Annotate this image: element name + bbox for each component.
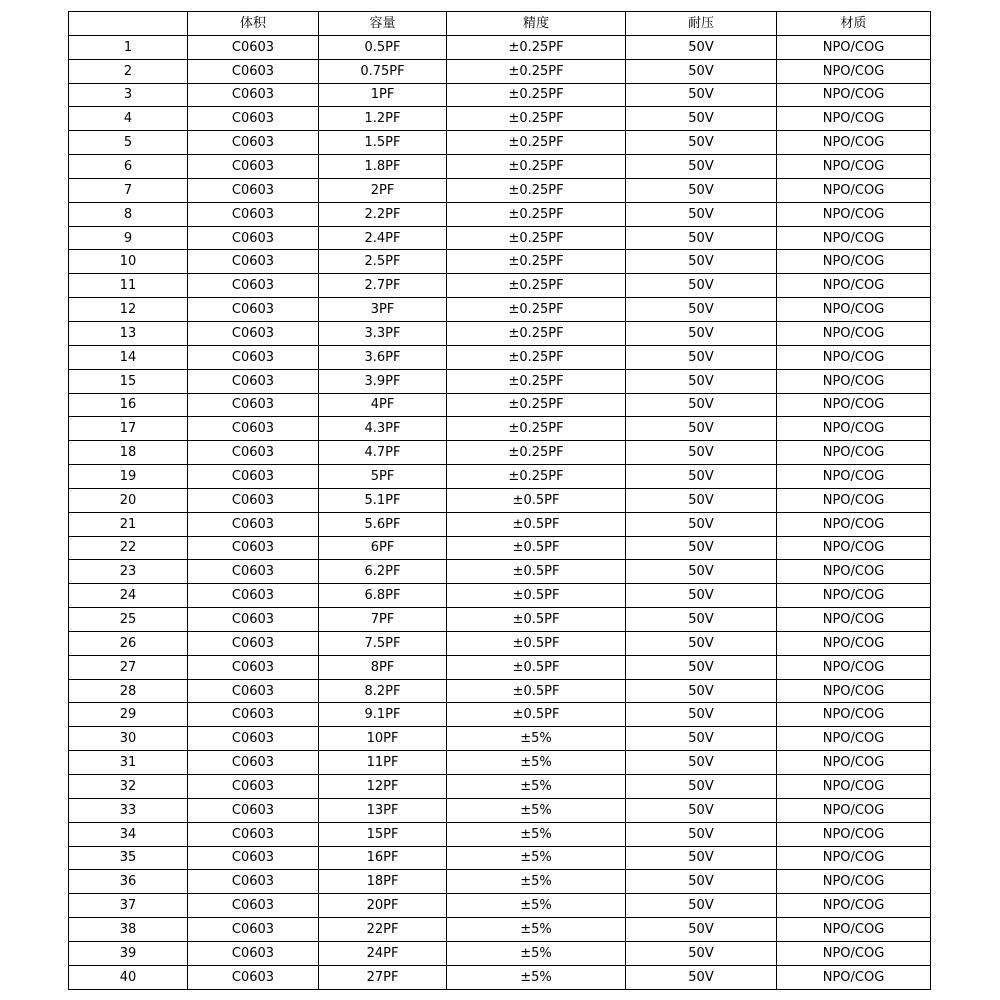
cell-dielectric: NPO/COG [777,536,931,560]
cell-capacitance: 18PF [319,870,447,894]
cell-index: 12 [69,298,188,322]
cell-package-size: C0603 [188,274,319,298]
table-row [69,751,931,775]
cell-dielectric: NPO/COG [777,488,931,512]
table-row [69,846,931,870]
cell-package-size: C0603 [188,298,319,322]
cell-dielectric: NPO/COG [777,202,931,226]
cell-dielectric: NPO/COG [777,83,931,107]
table-row [69,59,931,83]
table-row [69,441,931,465]
cell-tolerance: ±0.5PF [447,536,626,560]
cell-package-size: C0603 [188,727,319,751]
cell-capacitance: 1.5PF [319,131,447,155]
cell-capacitance: 3.9PF [319,369,447,393]
cell-package-size: C0603 [188,655,319,679]
cell-index: 13 [69,321,188,345]
cell-rated-voltage: 50V [626,727,777,751]
cell-index: 24 [69,584,188,608]
table-row [69,465,931,489]
cell-tolerance: ±0.5PF [447,560,626,584]
cell-capacitance: 3.6PF [319,345,447,369]
cell-tolerance: ±0.25PF [447,369,626,393]
table-row [69,298,931,322]
cell-tolerance: ±0.25PF [447,35,626,59]
cell-tolerance: ±0.5PF [447,655,626,679]
cell-capacitance: 4.7PF [319,441,447,465]
cell-dielectric: NPO/COG [777,751,931,775]
table-row [69,560,931,584]
table-row [69,941,931,965]
cell-capacitance: 16PF [319,846,447,870]
cell-tolerance: ±0.5PF [447,679,626,703]
cell-dielectric: NPO/COG [777,417,931,441]
cell-dielectric: NPO/COG [777,298,931,322]
cell-index: 26 [69,631,188,655]
cell-capacitance: 15PF [319,822,447,846]
cell-package-size: C0603 [188,488,319,512]
table-body [69,35,931,989]
cell-tolerance: ±5% [447,727,626,751]
cell-dielectric: NPO/COG [777,369,931,393]
cell-tolerance: ±0.25PF [447,155,626,179]
cell-dielectric: NPO/COG [777,584,931,608]
cell-index: 8 [69,202,188,226]
cell-index: 37 [69,894,188,918]
cell-rated-voltage: 50V [626,608,777,632]
column-header-rated-voltage: 耐压 [626,12,777,36]
cell-dielectric: NPO/COG [777,441,931,465]
cell-index: 9 [69,226,188,250]
cell-dielectric: NPO/COG [777,465,931,489]
cell-tolerance: ±5% [447,822,626,846]
cell-tolerance: ±0.5PF [447,488,626,512]
cell-capacitance: 9.1PF [319,703,447,727]
cell-dielectric: NPO/COG [777,393,931,417]
header-row [69,12,931,36]
cell-capacitance: 22PF [319,918,447,942]
cell-capacitance: 1.2PF [319,107,447,131]
cell-package-size: C0603 [188,465,319,489]
cell-dielectric: NPO/COG [777,321,931,345]
cell-index: 5 [69,131,188,155]
cell-capacitance: 5PF [319,465,447,489]
cell-package-size: C0603 [188,751,319,775]
cell-package-size: C0603 [188,512,319,536]
cell-rated-voltage: 50V [626,870,777,894]
cell-package-size: C0603 [188,107,319,131]
cell-index: 20 [69,488,188,512]
cell-tolerance: ±5% [447,798,626,822]
cell-rated-voltage: 50V [626,560,777,584]
cell-dielectric: NPO/COG [777,679,931,703]
cell-rated-voltage: 50V [626,822,777,846]
cell-index: 16 [69,393,188,417]
cell-rated-voltage: 50V [626,131,777,155]
cell-index: 30 [69,727,188,751]
cell-dielectric: NPO/COG [777,608,931,632]
cell-tolerance: ±0.5PF [447,608,626,632]
cell-rated-voltage: 50V [626,631,777,655]
cell-package-size: C0603 [188,369,319,393]
cell-index: 15 [69,369,188,393]
cell-index: 21 [69,512,188,536]
table-row [69,155,931,179]
cell-rated-voltage: 50V [626,321,777,345]
cell-capacitance: 4.3PF [319,417,447,441]
cell-package-size: C0603 [188,441,319,465]
cell-package-size: C0603 [188,83,319,107]
cell-package-size: C0603 [188,941,319,965]
table-row [69,703,931,727]
cell-package-size: C0603 [188,155,319,179]
cell-rated-voltage: 50V [626,655,777,679]
table-row [69,679,931,703]
cell-tolerance: ±0.25PF [447,202,626,226]
table-row [69,822,931,846]
table-row [69,512,931,536]
cell-capacitance: 1PF [319,83,447,107]
cell-package-size: C0603 [188,560,319,584]
cell-index: 18 [69,441,188,465]
table-row [69,250,931,274]
cell-capacitance: 7PF [319,608,447,632]
cell-package-size: C0603 [188,608,319,632]
cell-rated-voltage: 50V [626,178,777,202]
cell-capacitance: 10PF [319,727,447,751]
table-row [69,488,931,512]
cell-index: 6 [69,155,188,179]
cell-tolerance: ±0.5PF [447,512,626,536]
cell-capacitance: 3PF [319,298,447,322]
cell-package-size: C0603 [188,631,319,655]
cell-rated-voltage: 50V [626,441,777,465]
cell-dielectric: NPO/COG [777,345,931,369]
cell-rated-voltage: 50V [626,775,777,799]
cell-rated-voltage: 50V [626,274,777,298]
cell-package-size: C0603 [188,798,319,822]
table-row [69,131,931,155]
cell-capacitance: 20PF [319,894,447,918]
cell-tolerance: ±0.25PF [447,465,626,489]
cell-tolerance: ±5% [447,894,626,918]
cell-capacitance: 11PF [319,751,447,775]
table-row [69,870,931,894]
cell-dielectric: NPO/COG [777,918,931,942]
table-row [69,107,931,131]
table-row [69,536,931,560]
cell-tolerance: ±0.25PF [447,83,626,107]
cell-capacitance: 2.4PF [319,226,447,250]
cell-index: 19 [69,465,188,489]
cell-package-size: C0603 [188,202,319,226]
cell-capacitance: 2.7PF [319,274,447,298]
cell-index: 34 [69,822,188,846]
table-row [69,798,931,822]
cell-rated-voltage: 50V [626,679,777,703]
cell-capacitance: 6.2PF [319,560,447,584]
table-header [69,12,931,36]
cell-index: 35 [69,846,188,870]
cell-rated-voltage: 50V [626,393,777,417]
cell-index: 33 [69,798,188,822]
cell-rated-voltage: 50V [626,298,777,322]
cell-capacitance: 8PF [319,655,447,679]
cell-dielectric: NPO/COG [777,846,931,870]
cell-index: 38 [69,918,188,942]
cell-rated-voltage: 50V [626,798,777,822]
cell-index: 7 [69,178,188,202]
capacitor-spec-table [68,11,931,990]
cell-tolerance: ±0.25PF [447,59,626,83]
cell-rated-voltage: 50V [626,35,777,59]
cell-tolerance: ±0.5PF [447,631,626,655]
cell-index: 17 [69,417,188,441]
table-row [69,727,931,751]
cell-dielectric: NPO/COG [777,226,931,250]
cell-dielectric: NPO/COG [777,250,931,274]
cell-dielectric: NPO/COG [777,727,931,751]
cell-capacitance: 4PF [319,393,447,417]
cell-dielectric: NPO/COG [777,131,931,155]
cell-rated-voltage: 50V [626,155,777,179]
cell-rated-voltage: 50V [626,894,777,918]
cell-capacitance: 12PF [319,775,447,799]
table-row [69,345,931,369]
cell-capacitance: 2PF [319,178,447,202]
cell-tolerance: ±5% [447,965,626,989]
cell-dielectric: NPO/COG [777,703,931,727]
cell-index: 2 [69,59,188,83]
cell-rated-voltage: 50V [626,488,777,512]
cell-tolerance: ±5% [447,941,626,965]
cell-capacitance: 2.5PF [319,250,447,274]
cell-dielectric: NPO/COG [777,512,931,536]
cell-index: 36 [69,870,188,894]
cell-package-size: C0603 [188,679,319,703]
table-row [69,393,931,417]
cell-rated-voltage: 50V [626,83,777,107]
cell-package-size: C0603 [188,250,319,274]
cell-capacitance: 6PF [319,536,447,560]
column-header-capacitance: 容量 [319,12,447,36]
cell-capacitance: 2.2PF [319,202,447,226]
cell-rated-voltage: 50V [626,918,777,942]
cell-capacitance: 27PF [319,965,447,989]
column-header-index [69,12,188,36]
cell-dielectric: NPO/COG [777,59,931,83]
table-row [69,226,931,250]
cell-package-size: C0603 [188,822,319,846]
cell-rated-voltage: 50V [626,965,777,989]
column-header-package-size: 体积 [188,12,319,36]
cell-index: 39 [69,941,188,965]
cell-index: 14 [69,345,188,369]
cell-tolerance: ±0.25PF [447,417,626,441]
table-row [69,631,931,655]
table-row [69,608,931,632]
table-row [69,274,931,298]
table-row [69,417,931,441]
cell-package-size: C0603 [188,393,319,417]
table-row [69,894,931,918]
cell-dielectric: NPO/COG [777,941,931,965]
cell-package-size: C0603 [188,226,319,250]
cell-tolerance: ±0.25PF [447,321,626,345]
cell-index: 29 [69,703,188,727]
cell-package-size: C0603 [188,536,319,560]
cell-rated-voltage: 50V [626,107,777,131]
table-row [69,965,931,989]
cell-tolerance: ±5% [447,846,626,870]
cell-rated-voltage: 50V [626,226,777,250]
cell-capacitance: 7.5PF [319,631,447,655]
cell-capacitance: 5.6PF [319,512,447,536]
cell-dielectric: NPO/COG [777,822,931,846]
cell-index: 23 [69,560,188,584]
cell-tolerance: ±0.25PF [447,107,626,131]
cell-index: 31 [69,751,188,775]
cell-package-size: C0603 [188,59,319,83]
cell-capacitance: 0.75PF [319,59,447,83]
cell-tolerance: ±0.5PF [447,703,626,727]
cell-rated-voltage: 50V [626,250,777,274]
cell-dielectric: NPO/COG [777,965,931,989]
cell-tolerance: ±0.25PF [447,178,626,202]
cell-rated-voltage: 50V [626,369,777,393]
cell-index: 40 [69,965,188,989]
cell-rated-voltage: 50V [626,584,777,608]
cell-package-size: C0603 [188,965,319,989]
table-row [69,918,931,942]
cell-tolerance: ±0.25PF [447,274,626,298]
cell-index: 32 [69,775,188,799]
cell-rated-voltage: 50V [626,703,777,727]
cell-index: 1 [69,35,188,59]
cell-index: 3 [69,83,188,107]
cell-index: 10 [69,250,188,274]
cell-dielectric: NPO/COG [777,178,931,202]
cell-rated-voltage: 50V [626,751,777,775]
cell-index: 22 [69,536,188,560]
cell-dielectric: NPO/COG [777,35,931,59]
cell-dielectric: NPO/COG [777,870,931,894]
cell-tolerance: ±0.25PF [447,393,626,417]
cell-package-size: C0603 [188,321,319,345]
cell-package-size: C0603 [188,35,319,59]
table-row [69,775,931,799]
table-row [69,202,931,226]
cell-tolerance: ±0.5PF [447,584,626,608]
table-row [69,369,931,393]
cell-dielectric: NPO/COG [777,560,931,584]
table-row [69,178,931,202]
cell-package-size: C0603 [188,894,319,918]
cell-dielectric: NPO/COG [777,655,931,679]
cell-capacitance: 5.1PF [319,488,447,512]
cell-dielectric: NPO/COG [777,775,931,799]
cell-capacitance: 13PF [319,798,447,822]
cell-package-size: C0603 [188,870,319,894]
cell-package-size: C0603 [188,703,319,727]
column-header-dielectric: 材质 [777,12,931,36]
cell-tolerance: ±0.25PF [447,441,626,465]
cell-tolerance: ±0.25PF [447,131,626,155]
column-header-tolerance: 精度 [447,12,626,36]
cell-capacitance: 1.8PF [319,155,447,179]
cell-capacitance: 8.2PF [319,679,447,703]
cell-tolerance: ±0.25PF [447,226,626,250]
table-row [69,321,931,345]
cell-dielectric: NPO/COG [777,798,931,822]
cell-package-size: C0603 [188,345,319,369]
cell-tolerance: ±0.25PF [447,345,626,369]
cell-capacitance: 24PF [319,941,447,965]
cell-dielectric: NPO/COG [777,631,931,655]
table-row [69,655,931,679]
cell-package-size: C0603 [188,584,319,608]
cell-package-size: C0603 [188,178,319,202]
cell-dielectric: NPO/COG [777,274,931,298]
cell-tolerance: ±5% [447,870,626,894]
cell-package-size: C0603 [188,131,319,155]
cell-rated-voltage: 50V [626,417,777,441]
cell-index: 27 [69,655,188,679]
cell-capacitance: 0.5PF [319,35,447,59]
cell-rated-voltage: 50V [626,465,777,489]
cell-dielectric: NPO/COG [777,107,931,131]
cell-rated-voltage: 50V [626,846,777,870]
cell-capacitance: 3.3PF [319,321,447,345]
table-row [69,83,931,107]
cell-rated-voltage: 50V [626,345,777,369]
cell-index: 25 [69,608,188,632]
table-row [69,584,931,608]
cell-package-size: C0603 [188,918,319,942]
cell-tolerance: ±5% [447,918,626,942]
cell-tolerance: ±0.25PF [447,298,626,322]
cell-package-size: C0603 [188,846,319,870]
cell-tolerance: ±5% [447,775,626,799]
cell-rated-voltage: 50V [626,941,777,965]
cell-rated-voltage: 50V [626,202,777,226]
cell-rated-voltage: 50V [626,512,777,536]
cell-dielectric: NPO/COG [777,155,931,179]
cell-index: 11 [69,274,188,298]
cell-tolerance: ±0.25PF [447,250,626,274]
cell-capacitance: 6.8PF [319,584,447,608]
cell-tolerance: ±5% [447,751,626,775]
cell-package-size: C0603 [188,775,319,799]
table-row [69,35,931,59]
cell-index: 4 [69,107,188,131]
cell-dielectric: NPO/COG [777,894,931,918]
cell-rated-voltage: 50V [626,59,777,83]
cell-package-size: C0603 [188,417,319,441]
cell-index: 28 [69,679,188,703]
cell-rated-voltage: 50V [626,536,777,560]
